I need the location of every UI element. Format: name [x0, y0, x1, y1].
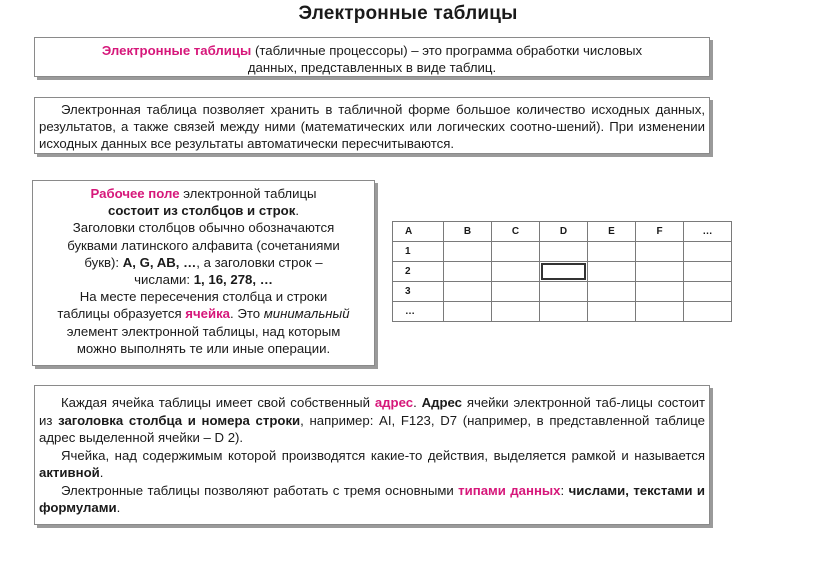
page-title: Электронные таблицы — [298, 3, 518, 24]
row-header: 2 — [393, 262, 444, 282]
column-header: … — [684, 222, 732, 242]
grid-cell — [492, 242, 540, 262]
row-header: 1 — [393, 242, 444, 262]
grid-cell — [636, 242, 684, 262]
grid-cell — [588, 242, 636, 262]
work-field-structure: состоит из столбцов и строк — [107, 203, 296, 219]
data-types-paragraph: Электронные таблицы позволяют работать с тремя основными типами данных: числами, текстами и формулами. — [39, 482, 706, 515]
grid-cell — [636, 302, 684, 322]
grid-cell — [492, 282, 540, 302]
row-header: … — [393, 302, 444, 322]
active-cell-paragraph: Ячейка, над содержимым которой производятся какие-то действия, выделяется рамкой и называется активной. — [39, 447, 705, 480]
column-header: A — [393, 222, 444, 242]
definition-box — [34, 37, 710, 77]
grid-row — [393, 242, 732, 262]
grid-cell — [444, 282, 492, 302]
work-field-box: Рабочее поле электронной таблицы состоит из столбцов и строк. Заголовки столбцов обычно обозначаются буквами латинского алфавита (сочетаниями букв): A, G, AB, …, а заголовки строк – числами: 1, 16, 278, … На месте пересечения столбца и строки таблицы образуется ячейка. Это минимальный элемент электронной таблицы, над которым можно выполнять те или иные операции. — [32, 180, 375, 366]
grid-row — [393, 302, 732, 322]
grid-cell — [588, 262, 636, 282]
grid-cell — [492, 262, 540, 282]
spreadsheet-grid — [392, 221, 732, 322]
grid-cell — [588, 302, 636, 322]
grid-cell — [636, 262, 684, 282]
row-header: 3 — [393, 282, 444, 302]
column-header: B — [444, 222, 492, 242]
grid-cell — [684, 262, 732, 282]
grid-cell — [684, 242, 732, 262]
grid-cell — [540, 242, 588, 262]
active-cell — [540, 262, 588, 282]
work-field-term: Рабочее поле — [90, 186, 180, 201]
definition-line-1: Электронные таблицы (табличные процессоры) – это программа обработки числовых — [101, 43, 643, 58]
data-types-term: типами данных — [458, 482, 561, 498]
grid-cell — [492, 302, 540, 322]
grid-cell — [588, 282, 636, 302]
column-header: C — [492, 222, 540, 242]
cell-term: ячейка — [185, 306, 231, 322]
cell-address-paragraph: Каждая ячейка таблицы имеет свой собственный адрес. Адрес ячейки электронной таб-лицы состоит из заголовка столбца и номера строки, например: AI, F123, D7 (например, в представленной таблице адрес выделенной ячейки – D 2). — [39, 395, 706, 445]
intro-text: Электронная таблица позволяет хранить в табличной форме большое количество исходных данных, результатов, а также связей между ними (математических или логических соотно-шений). При изменении исходных данных все результаты автоматически пересчитываются. — [39, 102, 705, 151]
cell-info-box — [34, 385, 710, 525]
address-term: адрес — [374, 395, 414, 410]
column-header: F — [636, 222, 684, 242]
work-field-line: Рабочее поле электронной таблицы — [90, 186, 317, 201]
grid-cell — [636, 282, 684, 302]
grid-cell — [684, 282, 732, 302]
column-header: D — [540, 222, 588, 242]
grid-cell — [444, 242, 492, 262]
grid-cell — [540, 282, 588, 302]
column-header: E — [588, 222, 636, 242]
grid-cell — [684, 302, 732, 322]
grid-row — [393, 262, 732, 282]
intro-box — [34, 97, 710, 154]
definition-term: Электронные таблицы — [101, 43, 252, 58]
header-row — [393, 222, 732, 242]
definition-line-2: данных, представленных в виде таблиц. — [247, 60, 497, 75]
grid-cell — [444, 262, 492, 282]
grid-cell — [444, 302, 492, 322]
grid-cell — [540, 302, 588, 322]
grid-row — [393, 282, 732, 302]
